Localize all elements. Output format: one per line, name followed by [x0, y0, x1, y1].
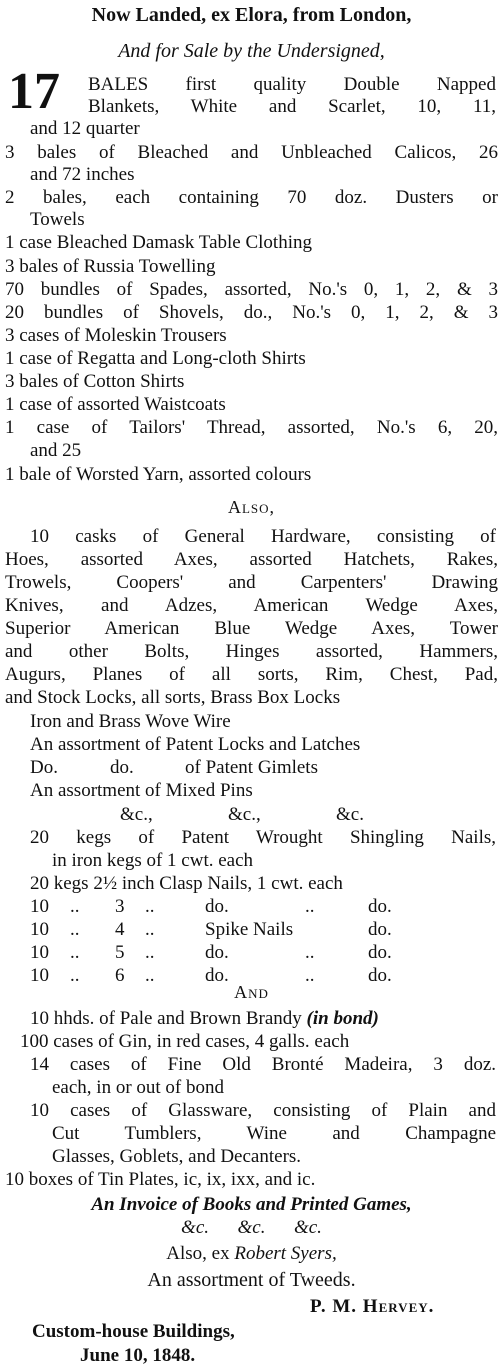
- hardware-line: Superior American Blue Wedge Axes, Tower: [5, 618, 498, 639]
- nail-row-qty: 10: [30, 919, 49, 940]
- nail-row-qty: 10: [30, 942, 49, 963]
- glass-line: 10 cases of Glassware, consisting of Plain and: [30, 1100, 496, 1121]
- item-line: 3 bales of Bleached and Unbleached Calicos, 26: [5, 142, 498, 163]
- item-line: and 25: [30, 440, 82, 461]
- subheadline: And for Sale by the Undersigned,: [118, 40, 385, 62]
- lead-line-2: Blankets, White and Scarlet, 10, 11,: [88, 96, 496, 117]
- item-line: and 72 inches: [30, 164, 135, 185]
- books-line: An Invoice of Books and Printed Games,: [91, 1194, 412, 1215]
- syers-line: [5, 1243, 498, 1265]
- nail-row-d1: ..: [70, 942, 80, 963]
- also-heading: Also,: [227, 497, 276, 517]
- and-heading: And: [234, 982, 269, 1002]
- nail-row-d1: ..: [70, 965, 80, 986]
- nail-row-size: 6: [115, 965, 125, 986]
- nail-row-qty: 10: [30, 896, 49, 917]
- books-etc-line: &c. &c. &c.: [181, 1217, 322, 1238]
- item-line: 3 bales of Cotton Shirts: [5, 371, 185, 392]
- footer-date: June 10, 1848.: [80, 1345, 196, 1366]
- footer-address: Custom-house Buildings,: [32, 1321, 235, 1342]
- nail-row-desc: do.: [205, 965, 229, 986]
- etc-col-3: &c.: [336, 804, 364, 825]
- pins-line: An assortment of Mixed Pins: [30, 780, 253, 801]
- syers-ship: Robert Syers,: [234, 1243, 337, 1264]
- kegs-line: 20 kegs 2½ inch Clasp Nails, 1 cwt. each: [30, 873, 343, 894]
- hardware-line: and other Bolts, Hinges assorted, Hammers,: [5, 641, 498, 662]
- item-line: 1 case of Regatta and Long-cloth Shirts: [5, 348, 306, 369]
- nail-row-d2: ..: [145, 942, 155, 963]
- brandy-note: (in bond): [306, 1008, 379, 1029]
- hardware-line: Augurs, Planes of all sorts, Rim, Chest, Pad,: [5, 664, 498, 685]
- nail-row-d3: ..: [305, 965, 315, 986]
- item-line: 1 bale of Worsted Yarn, assorted colours: [5, 464, 312, 485]
- gin-line: 100 cases of Gin, in red cases, 4 galls. each: [20, 1031, 350, 1052]
- kegs-line: in iron kegs of 1 cwt. each: [52, 850, 254, 871]
- nail-row-d3: ..: [305, 942, 315, 963]
- item-line: 1 case of assorted Waistcoats: [5, 394, 226, 415]
- tweeds-line: An assortment of Tweeds.: [147, 1269, 356, 1291]
- nail-row-d2: ..: [145, 965, 155, 986]
- item-line: 70 bundles of Spades, assorted, No.'s 0, 1, 2, & 3: [5, 279, 498, 300]
- etc-col-2: &c.,: [228, 804, 261, 825]
- lead-line-1: BALES first quality Double Napped: [88, 74, 496, 95]
- hardware-line: Trowels, Coopers' and Carpenters' Drawing: [5, 572, 498, 593]
- headline: Now Landed, ex Elora, from London,: [91, 4, 412, 26]
- hardware-line: Hoes, assorted Axes, assorted Hatchets, Rakes,: [5, 549, 498, 570]
- nail-row-size: 4: [115, 919, 125, 940]
- item-line: 20 bundles of Shovels, do., No.'s 0, 1, 2, & 3: [5, 302, 498, 323]
- signature: P. M. Hervey.: [310, 1296, 435, 1317]
- nail-row-end: do.: [368, 942, 392, 963]
- nail-row-end: do.: [368, 919, 392, 940]
- etc-col-1: &c.,: [120, 804, 153, 825]
- item-line: 2 bales, each containing 70 doz. Dusters or: [5, 187, 498, 208]
- wire-line: Iron and Brass Wove Wire: [30, 711, 231, 732]
- hardware-line: Knives, and Adzes, American Wedge Axes,: [5, 595, 498, 616]
- nail-row-size: 3: [115, 896, 125, 917]
- nail-row-desc: Spike Nails: [205, 919, 294, 940]
- glass-line: Cut Tumblers, Wine and Champagne: [52, 1123, 496, 1144]
- brandy-line: [30, 1008, 503, 1030]
- nail-row-d1: ..: [70, 896, 80, 917]
- hardware-line: 10 casks of General Hardware, consisting of: [30, 526, 496, 547]
- nail-row-end: do.: [368, 965, 392, 986]
- gimlets-col-3: of Patent Gimlets: [185, 757, 318, 778]
- nail-row-d1: ..: [70, 919, 80, 940]
- nail-row-d2: ..: [145, 919, 155, 940]
- nail-row-desc: do.: [205, 896, 229, 917]
- syers-prefix: Also, ex: [166, 1243, 230, 1264]
- hardware-line: and Stock Locks, all sorts, Brass Box Locks: [5, 687, 341, 708]
- lead-line-3: and 12 quarter: [30, 118, 140, 139]
- item-line: 3 bales of Russia Towelling: [5, 256, 216, 277]
- nail-row-qty: 10: [30, 965, 49, 986]
- madeira-line: 14 cases of Fine Old Bronté Madeira, 3 doz.: [30, 1054, 496, 1075]
- nail-row-d2: ..: [145, 896, 155, 917]
- item-line: 3 cases of Moleskin Trousers: [5, 325, 227, 346]
- item-line: Towels: [30, 209, 85, 230]
- item-line: 1 case of Tailors' Thread, assorted, No.'s 6, 20,: [5, 417, 498, 438]
- item-line: 1 case Bleached Damask Table Clothing: [5, 232, 312, 253]
- wire-line: An assortment of Patent Locks and Latches: [30, 734, 361, 755]
- gimlets-col-2: do.: [110, 757, 134, 778]
- nail-row-d3: ..: [305, 896, 315, 917]
- nail-row-desc: do.: [205, 942, 229, 963]
- lead-number: 17: [8, 63, 60, 120]
- nail-row-size: 5: [115, 942, 125, 963]
- gimlets-col-1: Do.: [30, 757, 58, 778]
- glass-line: Glasses, Goblets, and Decanters.: [52, 1146, 302, 1167]
- tin-line: 10 boxes of Tin Plates, ic, ix, ixx, and ic.: [5, 1169, 316, 1190]
- brandy-text: 10 hhds. of Pale and Brown Brandy: [30, 1008, 302, 1029]
- madeira-line: each, in or out of bond: [52, 1077, 225, 1098]
- nail-row-end: do.: [368, 896, 392, 917]
- kegs-line: 20 kegs of Patent Wrought Shingling Nails,: [30, 827, 496, 848]
